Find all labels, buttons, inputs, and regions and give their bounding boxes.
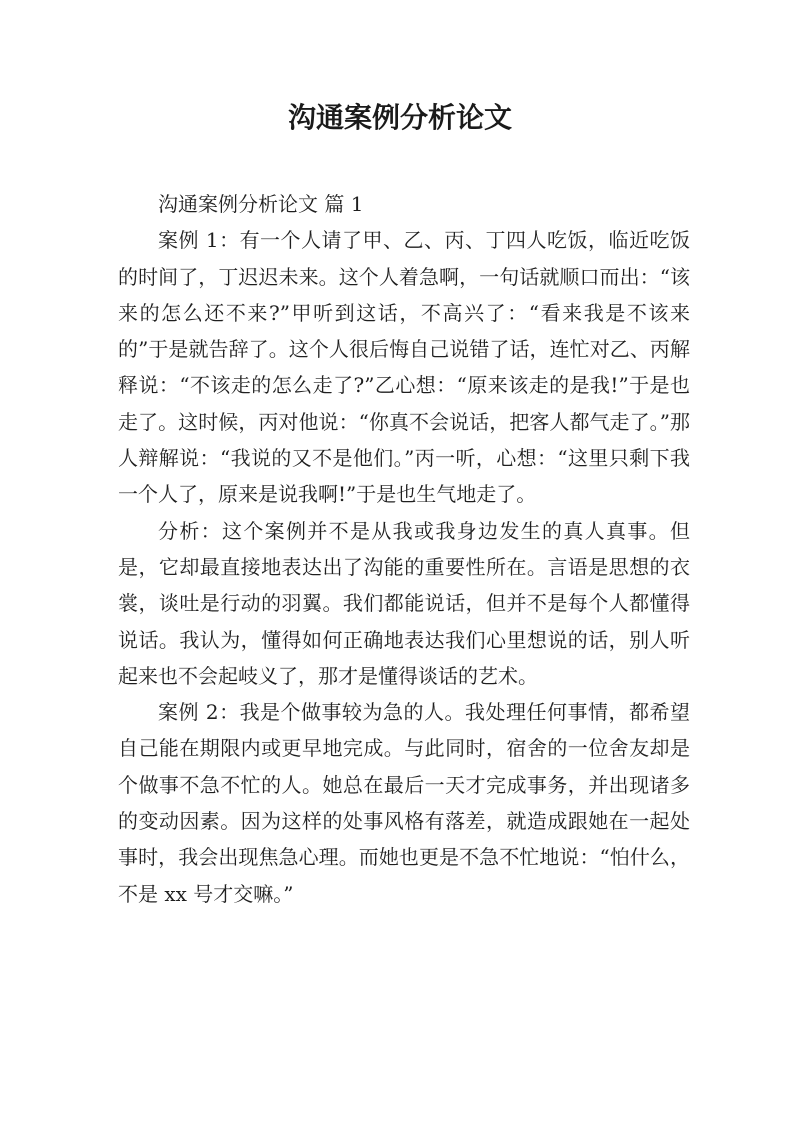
paragraph-analysis: 分析：这个案例并不是从我或我身边发生的真人真事。但是，它却最直接地表达出了沟能的重要性所在。言语是思想的衣裳，谈吐是行动的羽翼。我们都能说话，但并不是每个人都懂得说话。我认为，懂得如何正确地表达我们心里想说的话，别人听起来也不会起岐义了，那才是懂得谈话的艺术。: [118, 518, 690, 688]
document-body: [118, 186, 690, 912]
paragraph-case-1: 案例 1：有一个人请了甲、乙、丙、丁四人吃饭，临近吃饭的时间了，丁迟迟未来。这个人着急啊，一句话就顺口而出：“该来的怎么还不来?”甲听到这话，不高兴了：“看来我是不该来的”于是就告辞了。这个人很后悔自己说错了话，连忙对乙、丙解释说：“不该走的怎么走了?”乙心想：“原来该走的是我!”于是也走了。这时候，丙对他说：“你真不会说话，把客人都气走了。”那人辩解说：“我说的又不是他们。”丙一听，心想：“这里只剩下我一个人了，原来是说我啊!”于是也生气地走了。: [118, 228, 690, 507]
section-heading: 沟通案例分析论文 篇 1: [158, 192, 364, 216]
document-title: 沟通案例分析论文: [287, 101, 512, 134]
paragraph-case-2: 案例 2：我是个做事较为急的人。我处理任何事情，都希望自己能在期限内或更早地完成。与此同时，宿舍的一位舍友却是个做事不急不忙的人。她总在最后一天才完成事务，并出现诸多的变动因素。因为这样的处事风格有落差，就造成跟她在一起处事时，我会出现焦急心理。而她也更是不急不忙地说：“怕什么，不是 xx 号才交嘛。”: [118, 700, 690, 906]
